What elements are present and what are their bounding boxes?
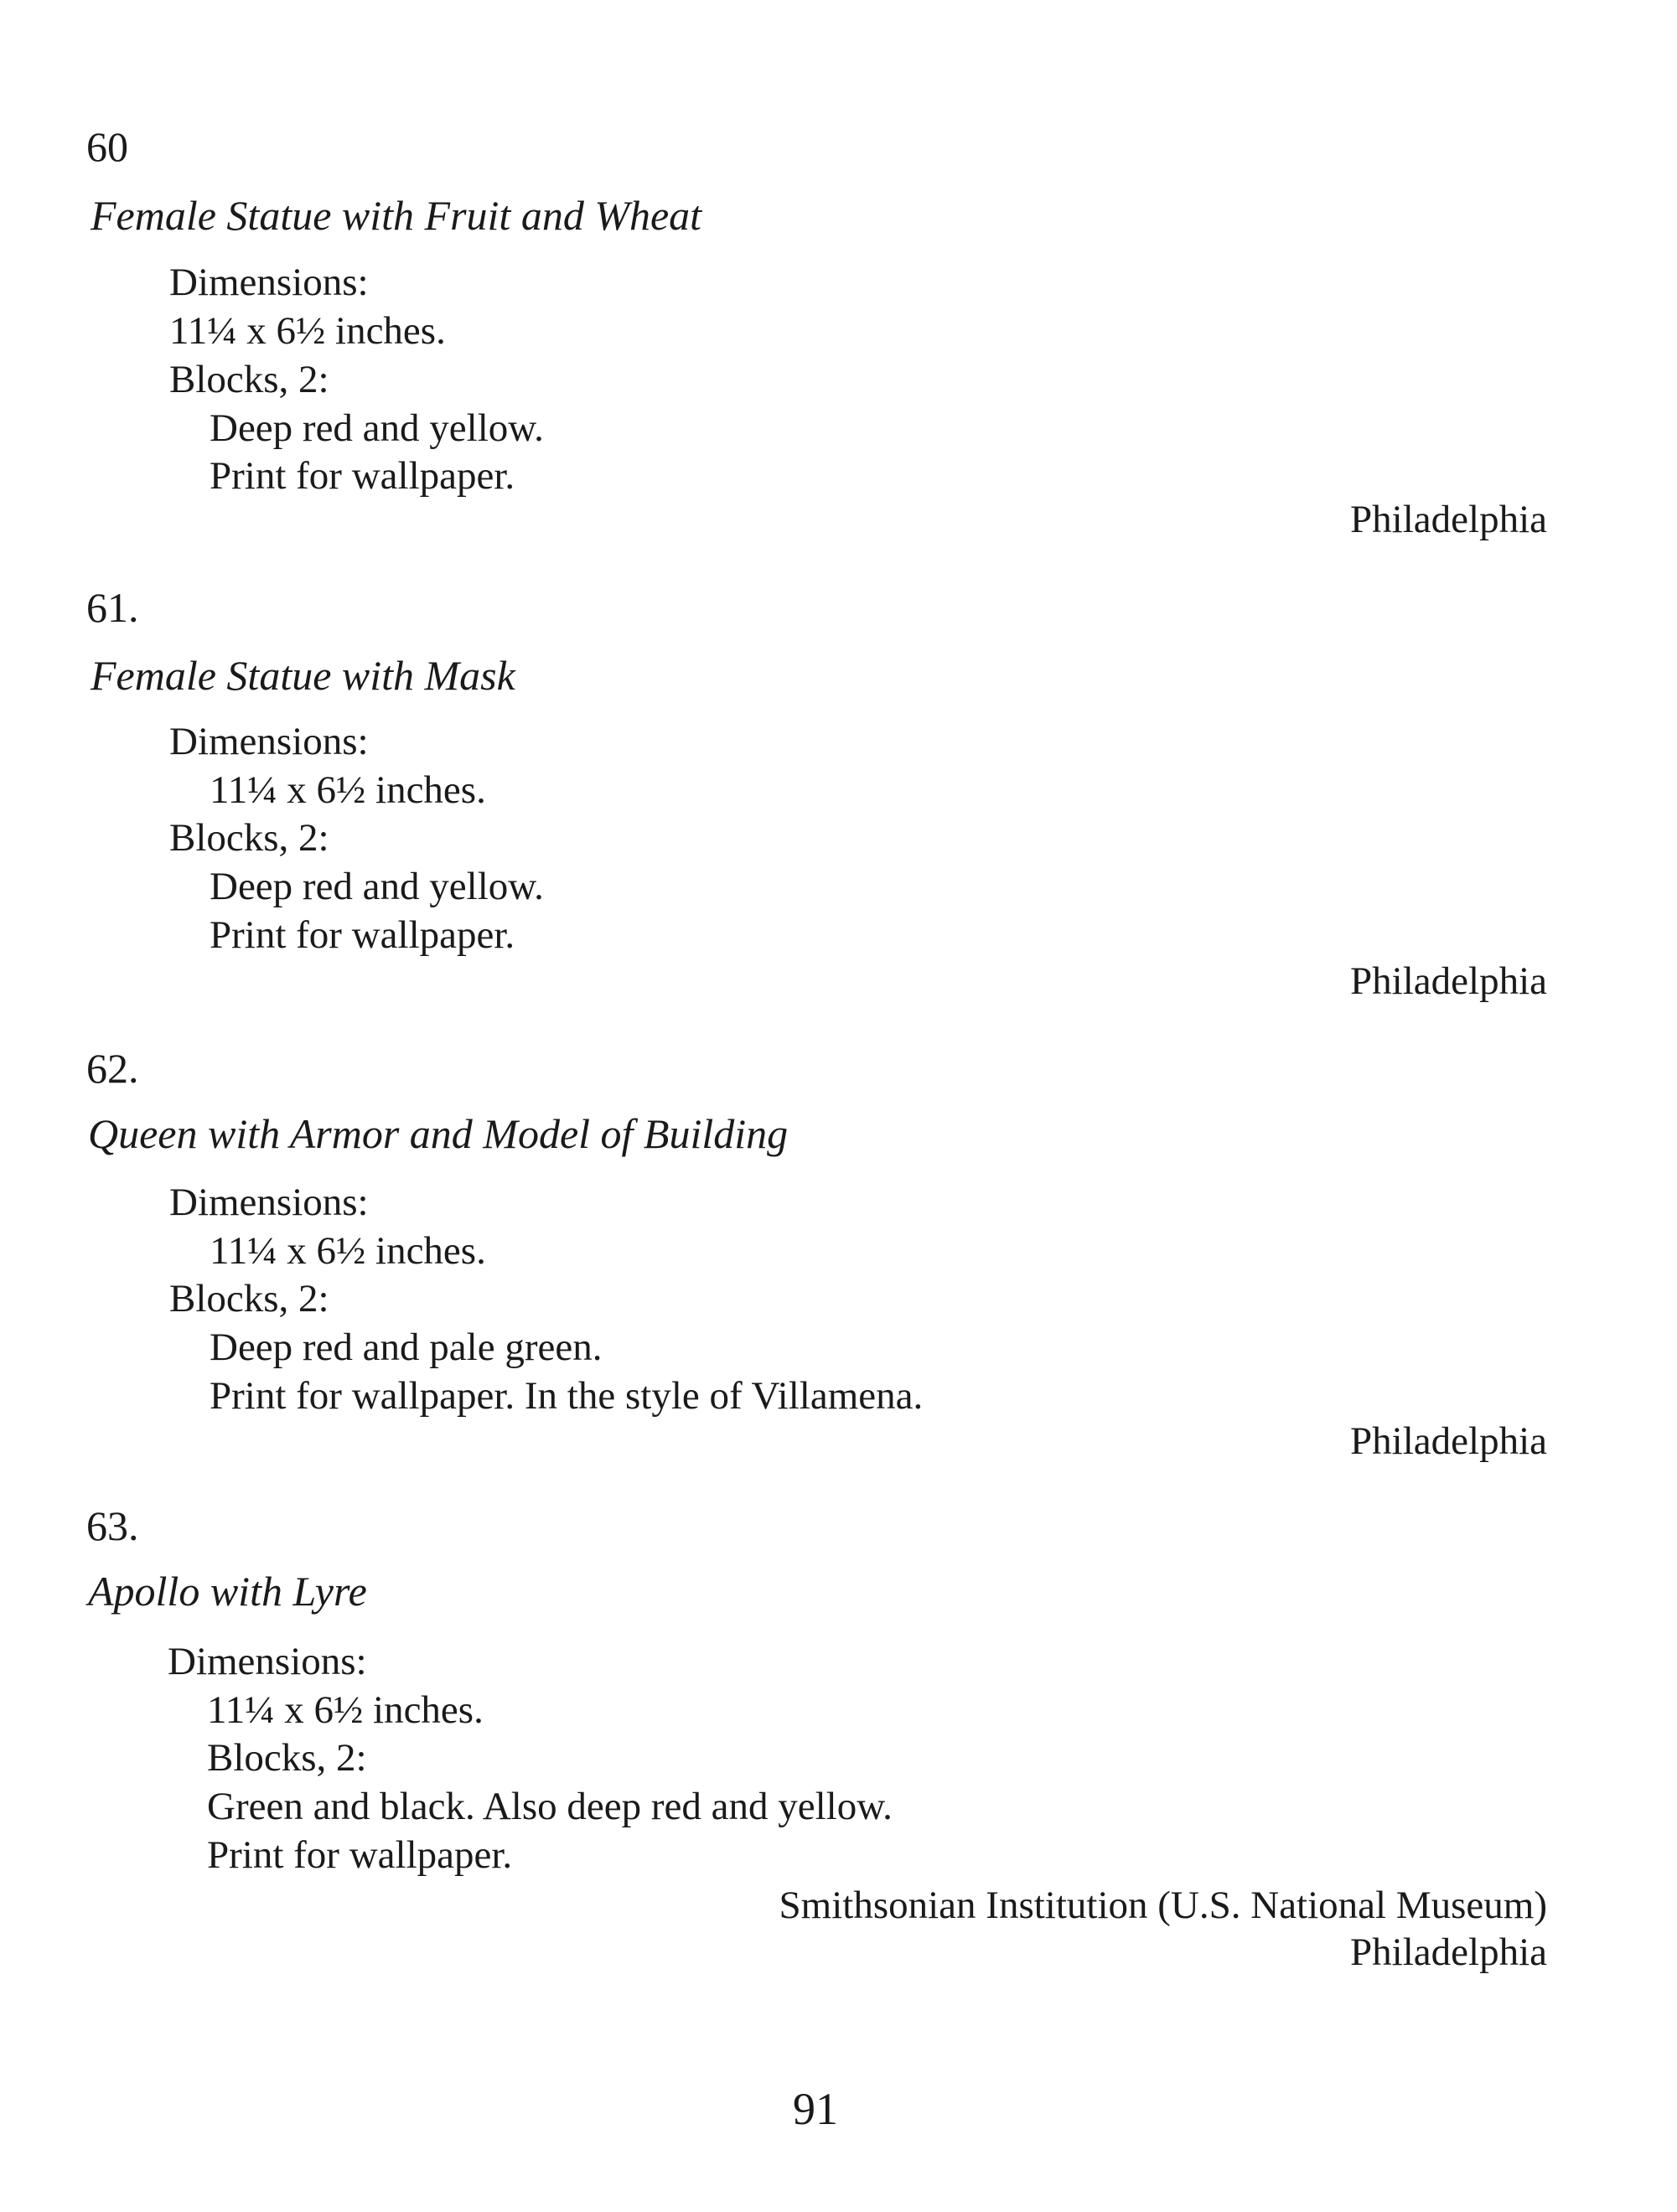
dimensions-value: 11¼ x 6½ inches.	[210, 768, 486, 812]
entry-title: Apollo with Lyre	[88, 1568, 367, 1615]
location: Philadelphia	[1350, 498, 1547, 541]
location: Philadelphia	[1350, 1419, 1547, 1463]
dimensions-value: 11¼ x 6½ inches.	[210, 1229, 486, 1273]
entry-title: Female Statue with Mask	[91, 652, 515, 699]
print-note: Print for wallpaper.	[210, 913, 515, 957]
block-colors: Deep red and yellow.	[210, 406, 544, 450]
entry-number: 63.	[86, 1502, 139, 1549]
dimensions-value: 11¼ x 6½ inches.	[207, 1688, 484, 1732]
dimensions-label: Dimensions:	[169, 1181, 369, 1224]
entry-number: 62.	[86, 1045, 139, 1092]
location-institution: Smithsonian Institution (U.S. National Museum)	[779, 1884, 1547, 1927]
dimensions-value: 11¼ x 6½ inches.	[169, 309, 446, 353]
dimensions-label: Dimensions:	[169, 720, 369, 763]
blocks-label: Blocks, 2:	[169, 358, 329, 401]
block-colors: Deep red and pale green.	[210, 1326, 603, 1369]
entry-title: Female Statue with Fruit and Wheat	[91, 192, 702, 239]
print-note: Print for wallpaper.	[210, 454, 515, 498]
block-colors: Green and black. Also deep red and yellow.	[207, 1785, 893, 1828]
entry-number: 60	[86, 123, 128, 170]
page-number: 91	[793, 2084, 838, 2134]
blocks-label: Blocks, 2:	[207, 1736, 367, 1780]
dimensions-label: Dimensions:	[168, 1640, 367, 1683]
location: Philadelphia	[1350, 1930, 1547, 1974]
location: Philadelphia	[1350, 959, 1547, 1003]
print-note: Print for wallpaper. In the style of Villamena.	[210, 1374, 924, 1418]
entry-title: Queen with Armor and Model of Building	[88, 1110, 789, 1157]
block-colors: Deep red and yellow.	[210, 865, 544, 908]
dimensions-label: Dimensions:	[169, 261, 369, 304]
blocks-label: Blocks, 2:	[169, 816, 329, 860]
print-note: Print for wallpaper.	[207, 1833, 513, 1877]
blocks-label: Blocks, 2:	[169, 1277, 329, 1320]
entry-number: 61.	[86, 584, 139, 631]
